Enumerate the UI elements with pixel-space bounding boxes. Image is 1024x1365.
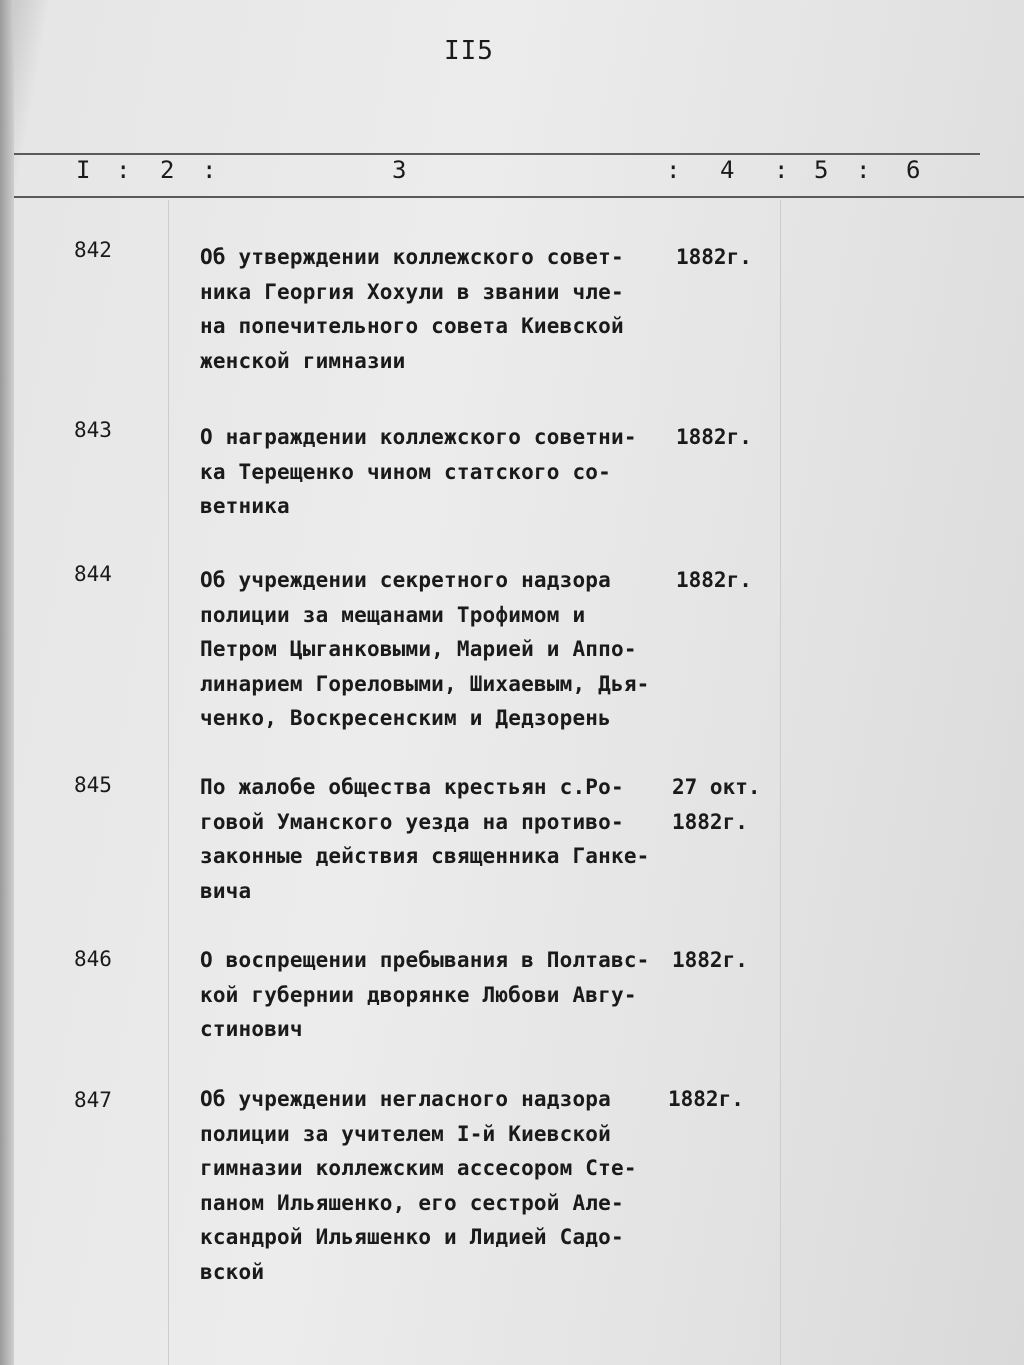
- entry-title: О воспрещении пребывания в Полтавс- кой губернии дворянке Любови Авгу- стинович: [200, 948, 650, 1041]
- header-rule-top: [14, 153, 980, 155]
- column-separator: :: [116, 156, 131, 184]
- entry-title: Об утверждении коллежского совет- ника Георгия Хохули в звании чле- на попечительного совета Киевской женской гимназии: [200, 245, 624, 373]
- column-separator: :: [202, 156, 217, 184]
- entry-number: 845: [74, 773, 112, 797]
- entry-number: 842: [74, 238, 112, 262]
- column-divider: [780, 200, 781, 1365]
- entry-number: 844: [74, 562, 112, 586]
- column-number: 6: [906, 156, 921, 184]
- entry-number: 846: [74, 947, 112, 971]
- entry-date: 27 окт. 1882г.: [672, 775, 761, 834]
- entry-date: 1882г.: [676, 568, 752, 592]
- column-divider: [168, 200, 169, 1365]
- entry-date: 1882г.: [676, 425, 752, 449]
- entry-date: 1882г.: [672, 948, 748, 972]
- entry-title: Об учреждении негласного надзора полиции за учителем I-й Киевской гимназии коллежским ассесором Сте- паном Ильяшенко, его сестрой Але- ксандрой Ильяшенко и Лидией Садо- вской: [200, 1087, 637, 1284]
- column-number: I: [76, 156, 91, 184]
- column-separator: :: [856, 156, 871, 184]
- page-number: II5: [444, 36, 494, 66]
- entry-number: 847: [74, 1088, 112, 1112]
- entry-number: 843: [74, 418, 112, 442]
- column-number: 2: [160, 156, 175, 184]
- entry-date: 1882г.: [668, 1087, 744, 1111]
- column-number: 3: [392, 156, 407, 184]
- page-edge-shadow: [0, 0, 14, 1365]
- header-rule-bottom: [14, 196, 1024, 198]
- column-number: 4: [720, 156, 735, 184]
- entry-title: По жалобе общества крестьян с.Ро- говой Уманского уезда на противо- законные действия священника Ганке- вича: [200, 775, 650, 903]
- entry-title: О награждении коллежского советни- ка Терещенко чином статского со- ветника: [200, 425, 637, 518]
- entry-date: 1882г.: [676, 245, 752, 269]
- column-separator: :: [666, 156, 681, 184]
- column-numbers-row: [0, 156, 1024, 192]
- entry-title: Об учреждении секретного надзора полиции за мещанами Трофимом и Петром Цыганковыми, Марией и Аппо- линарием Гореловыми, Шихаевым, Дья- ченко, Воскресенским и Дедзорень: [200, 568, 650, 730]
- column-number: 5: [814, 156, 829, 184]
- column-separator: :: [774, 156, 789, 184]
